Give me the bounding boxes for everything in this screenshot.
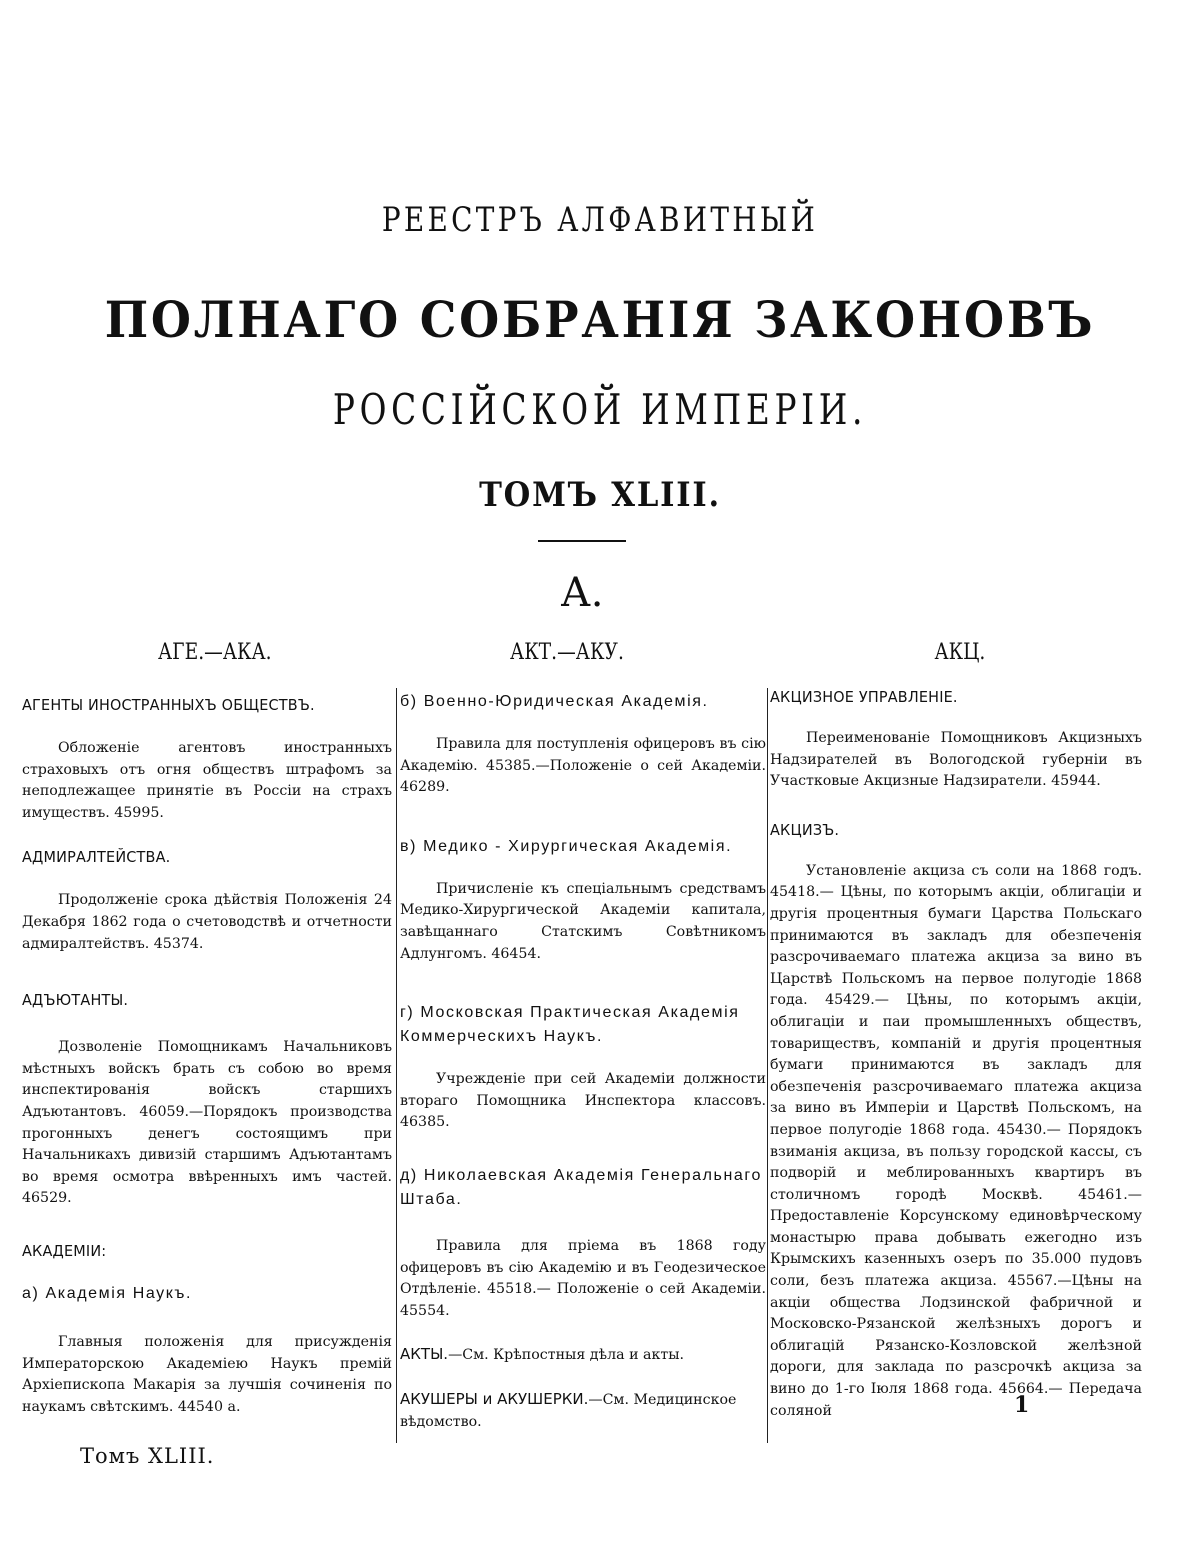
entry-text: Причисленіе къ спеціальнымъ средствамъ Медико-Хирургической Академіи капитала, завѣщаннаго Статскимъ Совѣтникомъ Адлунгомъ. 46454. xyxy=(400,880,766,962)
entry-subheading: г) Московская Практическая Академія Коммерческихъ Наукъ. xyxy=(400,1004,740,1046)
cross-reference-text: —См. Крѣпостныя дѣла и акты. xyxy=(448,1347,685,1364)
title-line-2: ПОЛНАГО СОБРАНІЯ ЗАКОНОВЪ xyxy=(104,290,1096,349)
entry-subheading: в) Медико - Хирургическая Академія. xyxy=(400,837,733,855)
section-letter: А. xyxy=(560,570,604,616)
title-divider xyxy=(538,540,626,542)
entry-text: Учрежденіе при сей Академіи должности втораго Помощника Инспектора классовъ. 46385. xyxy=(400,1071,766,1131)
entry-heading: АКЦИЗЪ. xyxy=(770,820,840,839)
entry-text: Продолженіе срока дѣйствія Положенія 24 Декабря 1862 года о счетоводствѣ и отчетности адмиралтействъ. 45374. xyxy=(22,892,392,952)
entry-text: Правила для поступленія офицеровъ въ сію Академію. 45385.—Положеніе о сей Академіи. 46289. xyxy=(400,736,766,796)
cross-reference-heading: АКТЫ. xyxy=(400,1345,449,1364)
page-number: 1 xyxy=(1014,1392,1030,1418)
cross-reference xyxy=(400,1389,766,1433)
volume-title: ТОМЪ XLIII. xyxy=(479,475,721,515)
title-line-3: РОССІЙСКОЙ ИМПЕРІИ. xyxy=(332,385,868,434)
column-divider-1 xyxy=(396,688,397,1443)
entry-subheading: д) Николаевская Академія Генеральнаго Штаба. xyxy=(400,1166,762,1208)
entry-subheading: а) Академія Наукъ. xyxy=(22,1284,193,1302)
cross-reference-text: —См. Медицинское вѣдомство. xyxy=(400,1391,737,1430)
column-3-header: АКЦ. xyxy=(934,640,986,665)
entry-heading: АКАДЕМІИ: xyxy=(22,1241,107,1260)
column-2 xyxy=(400,688,766,1433)
entry-text: Переименованіе Помощниковъ Акцизныхъ Надзирателей въ Вологодской губерніи въ Участковые Акцизные Надзиратели. 45944. xyxy=(770,730,1142,790)
cross-reference-heading: АКУШЕРЫ и АКУШЕРКИ. xyxy=(400,1389,589,1408)
entry-text: Установленіе акциза съ соли на 1868 годъ. 45418.— Цѣны, по которымъ акціи, облигаціи и другія процентныя бумаги Царства Польскаго принимаются въ закладъ для обезпеченія разсрочиваемаго платежа акциза за вино въ Царствѣ Польскомъ на первое полугодіе 1868 года. 45429.— Цѣны, по которымъ акціи, облигаціи и паи промышленныхъ обществъ, товариществъ, компаній и другія процентныя бумаги принимаются въ закладъ для обезпеченія разсрочиваемаго платежа акциза за вино въ Имперіи и Царствѣ Польскомъ, на первое полугодіе 1868 года. 45430.— Порядокъ взиманія акциза, въ пользу городской кассы, съ подворій и меблированныхъ квартиръ въ столичномъ городѣ Москвѣ. 45461.—Предоставленіе Корсунскому единовѣрческому монастырю права добывать ежегодно изъ Крымскихъ казенныхъ озеръ по 35.000 пудовъ соли, безъ платежа акциза. 45567.—Цѣны на акціи общества Лодзинской фабричной и Московско-Рязанской желѣзныхъ дорогъ и облигацій Рязанско-Козловской желѣзной дороги, для заклада по разсрочкѣ акциза за вино до 1-го Іюля 1868 года. 45664.— Передача соляной xyxy=(770,862,1142,1419)
column-divider-2 xyxy=(767,688,768,1443)
entry-subheading: б) Военно-Юридическая Академія. xyxy=(400,693,709,710)
column-1-header: АГЕ.—АКА. xyxy=(158,640,272,665)
entry-text: Дозволеніе Помощникамъ Начальниковъ мѣстныхъ войскъ брать съ собою во время инспектированія войскъ старшихъ Адъютантовъ. 46059.—Порядокъ производства прогонныхъ денегъ состоящимъ при Начальникахъ дивизій старшимъ Адъютантамъ во время осмотра ввѣренныхъ имъ частей. 46529. xyxy=(22,1039,392,1207)
entry-text: Правила для пріема въ 1868 году офицеровъ въ сію Академію и въ Геодезическое Отдѣленіе. 45518.— Положеніе о сей Академіи. 45554. xyxy=(400,1237,766,1319)
footer-volume: Томъ XLIII. xyxy=(80,1444,215,1468)
entry-text: Главныя положенія для присужденія Императорскою Академіею Наукъ премій Архіепископа Макарія за лучшія сочиненія по наукамъ свѣтскимъ. 44540 а. xyxy=(22,1333,392,1415)
column-3 xyxy=(770,688,1142,1422)
cross-reference xyxy=(400,1344,766,1367)
title-line-1: РЕЕСТРЪ АЛФАВИТНЫЙ xyxy=(381,200,819,240)
column-1 xyxy=(22,688,392,1418)
entry-text: Обложеніе агентовъ иностранныхъ страховыхъ отъ огня обществъ штрафомъ за неподлежащее принятіе въ Россіи на страхъ имуществъ. 45995. xyxy=(22,740,392,821)
entry-heading: АДМИРАЛТЕЙСТВА. xyxy=(22,848,171,867)
column-2-header: АКТ.—АКУ. xyxy=(510,640,624,665)
entry-heading: АДЪЮТАНТЫ. xyxy=(22,991,129,1010)
entry-heading: АКЦИЗНОЕ УПРАВЛЕНІЕ. xyxy=(770,688,958,706)
entry-heading: АГЕНТЫ ИНОСТРАННЫХЪ ОБЩЕСТВЪ. xyxy=(22,696,315,714)
